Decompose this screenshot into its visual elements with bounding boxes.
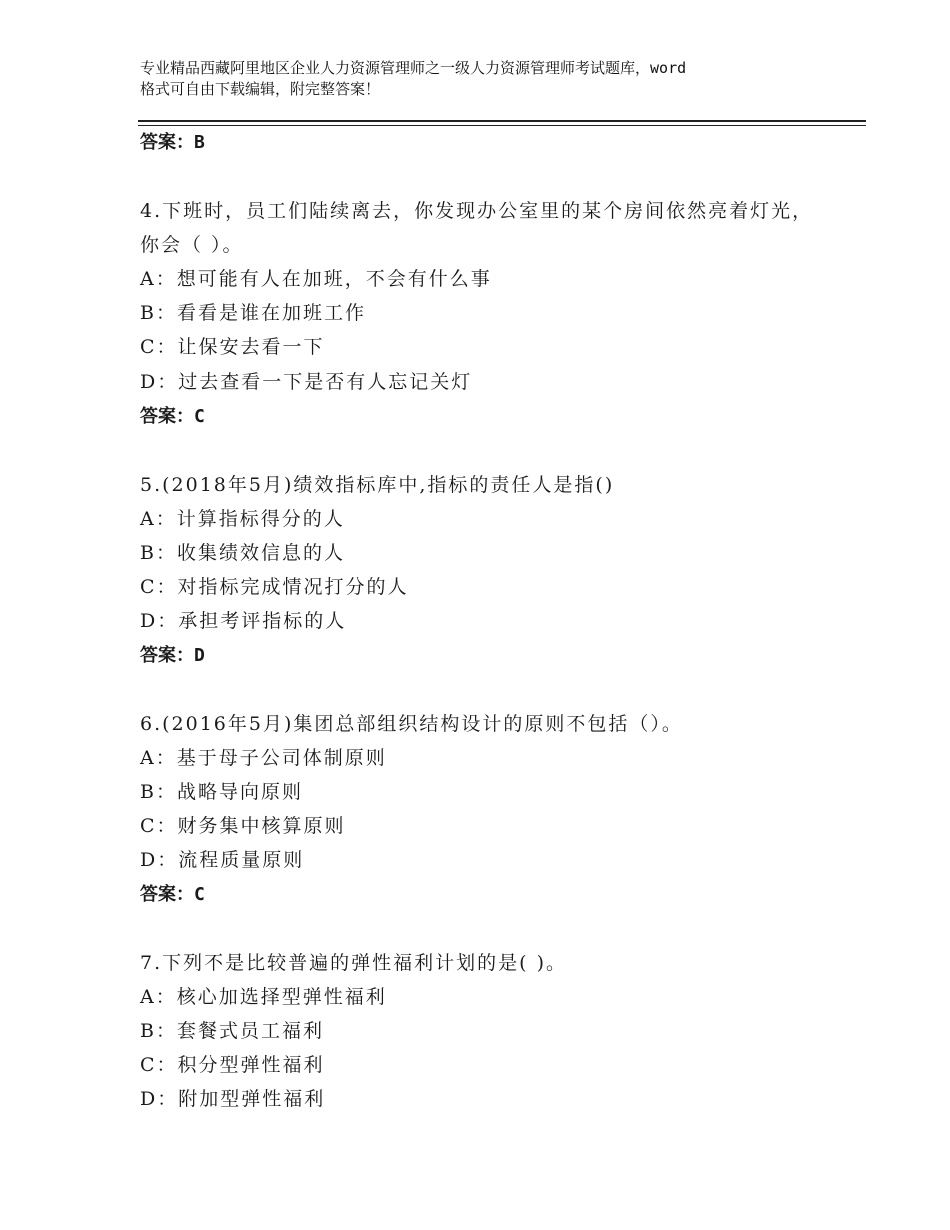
question-6-text: 6.(2016年5月)集团总部组织结构设计的原则不包括（）。 — [140, 713, 683, 735]
question-4-text: 4.下班时，员工们陆续离去，你发现办公室里的某个房间依然亮着灯光，你会（ ）。 — [140, 200, 814, 256]
answer-q5: 答案：D — [140, 645, 205, 666]
question-5-option-b: B：收集绩效信息的人 — [140, 542, 345, 564]
header-divider — [138, 120, 866, 122]
question-7-option-c: C：积分型弹性福利 — [140, 1054, 325, 1076]
question-7-option-d: D：附加型弹性福利 — [140, 1088, 326, 1110]
question-6-option-a: A：基于母子公司体制原则 — [140, 747, 387, 769]
question-6-option-d: D：流程质量原则 — [140, 849, 305, 871]
header-line-1: 专业精品西藏阿里地区企业人力资源管理师之一级人力资源管理师考试题库，word — [140, 59, 687, 77]
question-6-option-c: C：财务集中核算原则 — [140, 815, 346, 837]
question-7-option-b: B：套餐式员工福利 — [140, 1020, 324, 1042]
question-4-option-a: A：想可能有人在加班，不会有什么事 — [140, 268, 492, 290]
question-7-text: 7.下列不是比较普遍的弹性福利计划的是( )。 — [140, 952, 567, 974]
question-5-option-d: D：承担考评指标的人 — [140, 610, 347, 632]
answer-q6: 答案：C — [140, 884, 205, 905]
answer-q3: 答案：B — [140, 132, 205, 153]
question-7-option-a: A：核心加选择型弹性福利 — [140, 986, 387, 1008]
question-6-option-b: B：战略导向原则 — [140, 781, 303, 803]
header-divider-thin — [138, 125, 866, 126]
question-5-text: 5.(2018年5月)绩效指标库中,指标的责任人是指() — [140, 474, 615, 496]
answer-q4: 答案：C — [140, 406, 205, 427]
question-5-option-c: C：对指标完成情况打分的人 — [140, 576, 409, 598]
document-header — [140, 58, 830, 100]
question-4-option-b: B：看看是谁在加班工作 — [140, 302, 366, 324]
header-line-2: 格式可自由下载编辑，附完整答案！ — [140, 80, 381, 98]
question-4-option-d: D：过去查看一下是否有人忘记关灯 — [140, 371, 473, 393]
question-5-option-a: A：计算指标得分的人 — [140, 508, 345, 530]
question-4-option-c: C：让保安去看一下 — [140, 336, 325, 358]
